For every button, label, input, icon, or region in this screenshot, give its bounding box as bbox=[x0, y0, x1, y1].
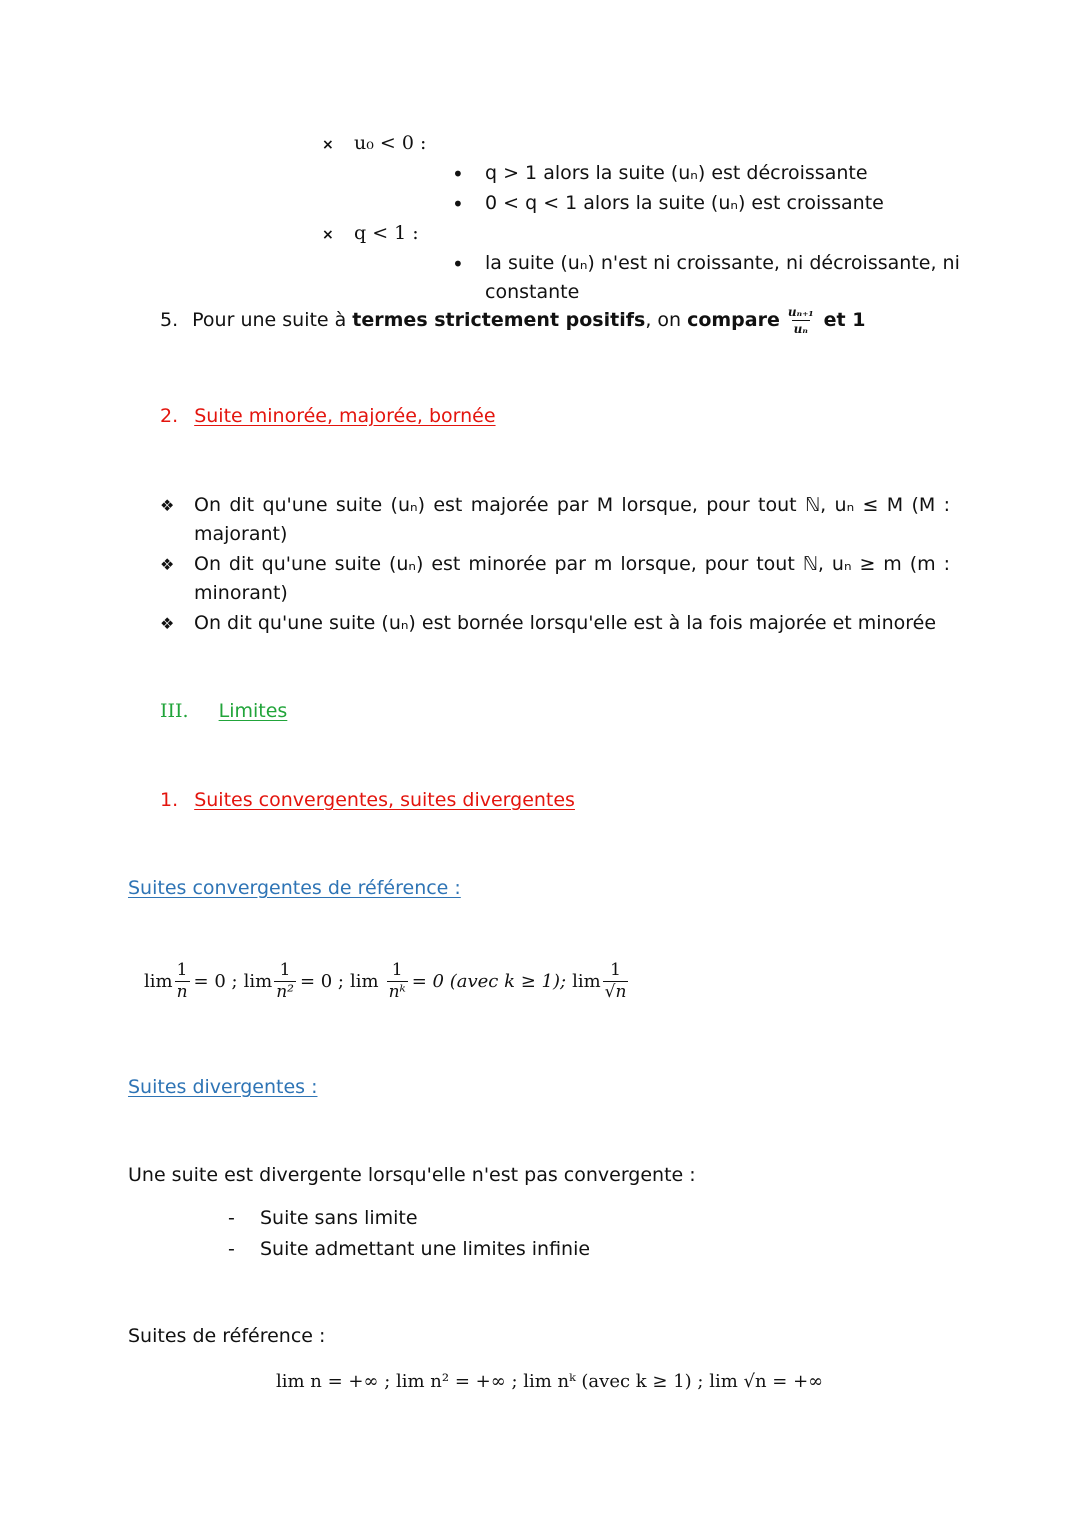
item-5-text-mid: , on bbox=[645, 309, 682, 332]
section-2-title: Suite minorée, majorée, bornée bbox=[194, 405, 496, 427]
item-5-number: 5. bbox=[160, 309, 179, 332]
divergent-heading: Suites divergentes : bbox=[128, 1076, 318, 1098]
fraction-1-over-sqrt-n: $\frac{1}{√n}$ bbox=[604, 960, 627, 1002]
definition-minoree-cont: minorant) bbox=[194, 582, 288, 604]
convergent-formula: lim $\frac{1}{n}$ = 0 ; lim $\frac{1}{\text{n²}}$ = 0 ; lim $\frac{1}{\text{nᵏ}}$ = 0 (avec k ≥ 1); lim $\frac{1}{√n}$ bbox=[144, 960, 627, 1002]
definition-minoree: On dit qu'une suite (uₙ) est minorée par m lorsque, pour tout ℕ, uₙ ≥ m (m : bbox=[194, 553, 950, 575]
fraction-1-over-n: $\frac{1}{n}$ bbox=[176, 960, 188, 1002]
fraction-1-over-n2: $\frac{1}{\text{n²}}$ bbox=[276, 960, 294, 1002]
case-item-2: 0 < q < 1 alors la suite (uₙ) est croissante bbox=[485, 192, 884, 214]
convergent-heading: Suites convergentes de référence : bbox=[128, 877, 461, 899]
section-2-heading: 2. Suite minorée, majorée, bornée bbox=[160, 405, 496, 427]
case-condition-u0: u₀ < 0 : bbox=[354, 132, 427, 154]
case-q-item-line1: la suite (uₙ) n'est ni croissante, ni décroissante, ni bbox=[485, 252, 960, 274]
divergent-item-2: Suite admettant une limites infinie bbox=[260, 1238, 591, 1260]
item-5-bold-terms: termes strictement positifs bbox=[352, 309, 646, 332]
section-3-heading: III. Limites bbox=[160, 700, 288, 722]
divergent-item-1: Suite sans limite bbox=[260, 1207, 418, 1229]
section-3-1-title: Suites convergentes, suites divergentes bbox=[194, 789, 575, 811]
fraction-1-over-nk: $\frac{1}{\text{nᵏ}}$ bbox=[388, 960, 406, 1002]
definition-majoree-cont: majorant) bbox=[194, 523, 288, 545]
case-item-1: q > 1 alors la suite (uₙ) est décroissante bbox=[485, 162, 868, 184]
item-5-text: Pour une suite à bbox=[192, 309, 347, 332]
item-5-bold-compare: compare bbox=[687, 309, 780, 332]
diamond-bullet-icon: ❖ bbox=[160, 555, 175, 574]
reference-heading: Suites de référence : bbox=[128, 1325, 326, 1347]
cross-marker-icon: × bbox=[322, 137, 334, 153]
definition-bornee: On dit qu'une suite (uₙ) est bornée lorsqu'elle est à la fois majorée et minorée bbox=[194, 612, 937, 634]
bullet-icon: • bbox=[452, 192, 464, 216]
bullet-icon: • bbox=[452, 252, 464, 276]
dash-bullet-icon: - bbox=[228, 1238, 235, 1260]
case-q-item-line2: constante bbox=[485, 281, 580, 303]
divergent-intro: Une suite est divergente lorsqu'elle n'est pas convergente : bbox=[128, 1164, 696, 1186]
diamond-bullet-icon: ❖ bbox=[160, 614, 175, 633]
bullet-icon: • bbox=[452, 162, 464, 186]
diamond-bullet-icon: ❖ bbox=[160, 496, 175, 515]
section-3-1-heading: 1. Suites convergentes, suites divergentes bbox=[160, 789, 575, 811]
cross-marker-icon: × bbox=[322, 227, 334, 243]
dash-bullet-icon: - bbox=[228, 1207, 235, 1229]
item-5-bold-end: et 1 bbox=[823, 309, 866, 332]
ratio-fraction: $\frac{\text{uₙ₊₁}}{\text{uₙ}}$ bbox=[787, 305, 814, 336]
case-condition-q: q < 1 : bbox=[354, 222, 419, 244]
section-3-title: Limites bbox=[218, 700, 288, 722]
definition-majoree: On dit qu'une suite (uₙ) est majorée par M lorsque, pour tout ℕ, uₙ ≤ M (M : bbox=[194, 494, 950, 516]
reference-formula: lim n = +∞ ; lim n² = +∞ ; lim nᵏ (avec k ≥ 1) ; lim √n = +∞ bbox=[276, 1371, 824, 1392]
item-5 bbox=[160, 306, 865, 335]
